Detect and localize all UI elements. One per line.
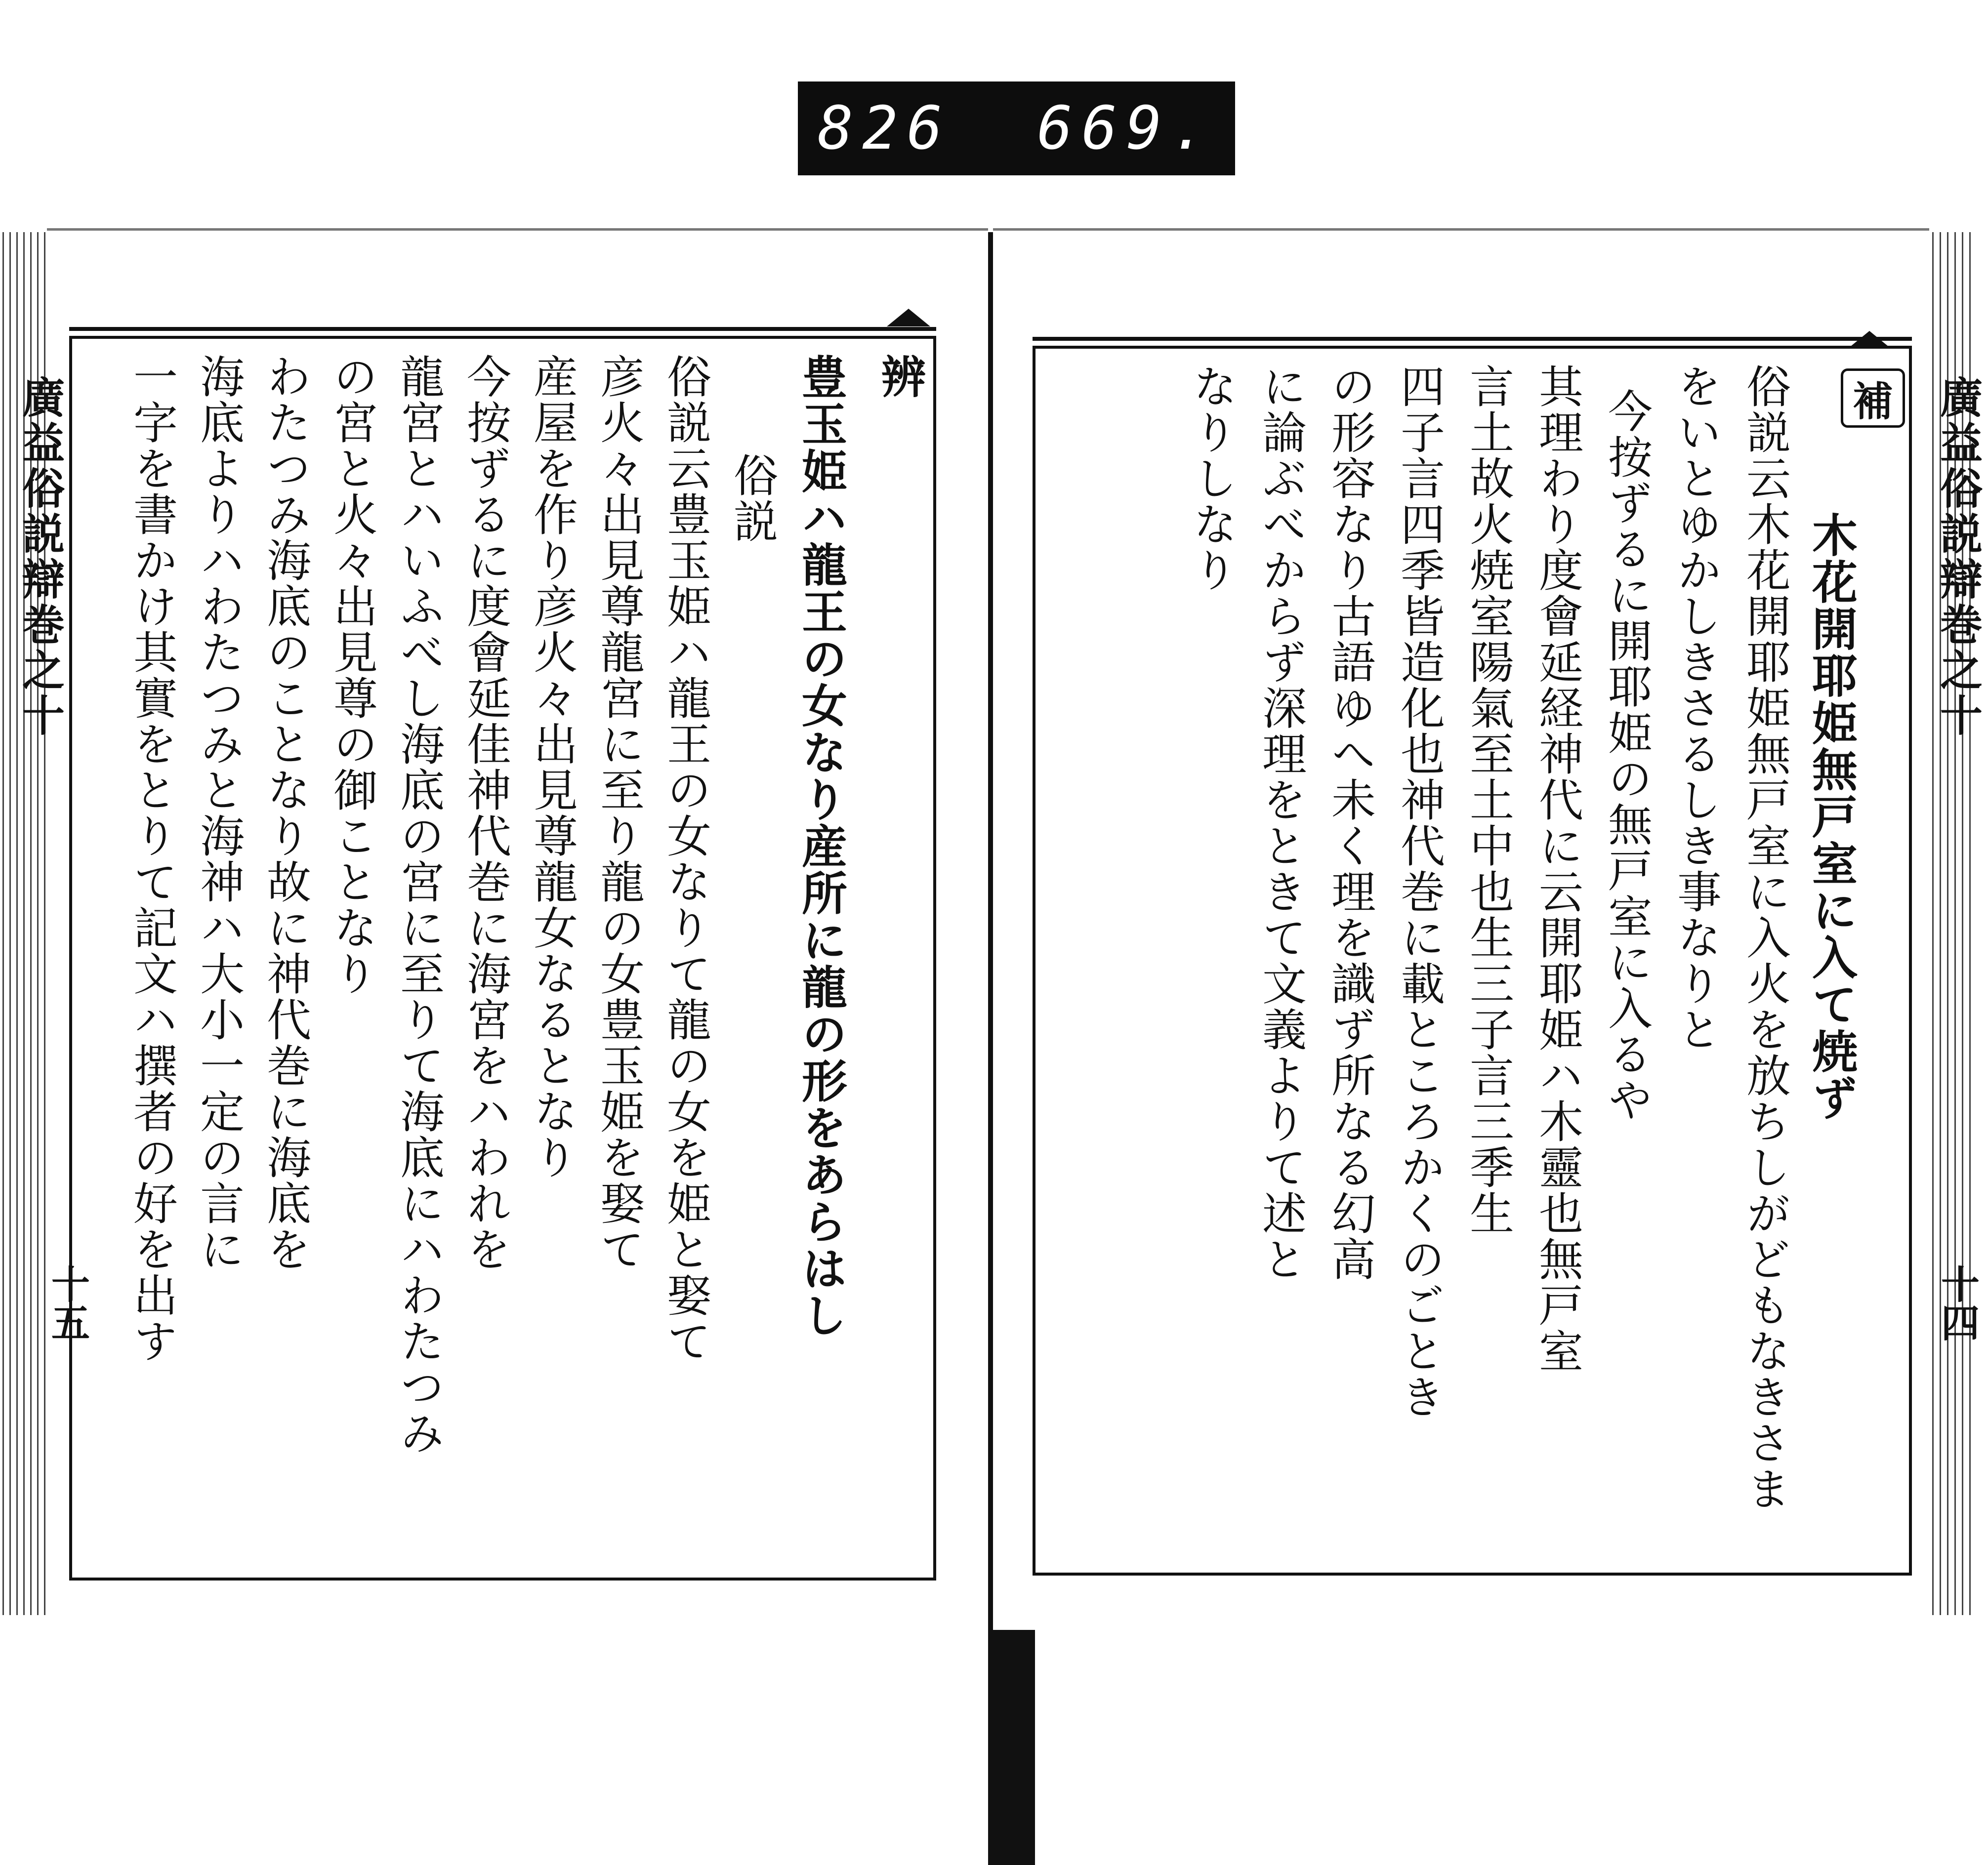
- left-page-column-10: 海底よりハわたつみと海神ハ大小一定の言に: [192, 354, 244, 1272]
- right-page-column-5: 其理わり度會延経神代に云開耶姫ハ木靈也無戸室: [1531, 364, 1583, 1374]
- left-margin-title: 廣益俗説辯巻之十: [15, 375, 65, 739]
- catalog-number-right: 669.: [1037, 94, 1215, 163]
- right-page-column-2: 俗説云木花開耶姫無戸室に入火を放ちしがどもなきさま: [1739, 364, 1790, 1512]
- right-page-column-4: 今按ずるに開耶姫の無戸室に入るや: [1600, 388, 1652, 1123]
- left-page-column-1: 豊玉姫ハ龍王の女なり産所に龍の形をあらはし: [794, 354, 848, 1339]
- left-page-column-3: 俗説云豊玉姫ハ龍王の女なりて龍の女を姫と娶て: [659, 354, 711, 1364]
- right-page-column-7: 四子言四季皆造化也神代巻に載ところかくのごとき: [1393, 364, 1445, 1420]
- right-page-column-1: 木花開耶姫無戸室に入て焼ず: [1805, 512, 1858, 1122]
- left-page-frame: [69, 336, 936, 1581]
- left-page-column-2: 俗説: [726, 452, 778, 544]
- left-page-column-5: 産屋を作り彦火々出見尊龍女なるとなり: [526, 354, 578, 1180]
- page-top-edge-left: [47, 228, 988, 231]
- spine-shadow: [988, 1630, 1035, 1865]
- right-page-column-8: の形容なり古語ゆへ未く理を識ず所なる幻高: [1324, 364, 1375, 1282]
- left-page-fishtail-mark: [887, 309, 930, 326]
- right-page-column-9: に論ぶべからず深理をときて文義よりて述と: [1254, 364, 1306, 1282]
- left-page-column-8: の宮と火々出見尊の御ことなり: [326, 354, 377, 997]
- right-folio: 十四: [1935, 1264, 1980, 1341]
- catalog-label: [798, 81, 1235, 175]
- left-page-column-11: 一字を書かけ其實をとりて記文ハ撰者の好を出す: [125, 354, 177, 1364]
- left-page-column-6: 今按ずるに度會延佳神代巻に海宮をハわれを: [459, 354, 511, 1272]
- right-page-column-6: 言土故火焼室陽氣至土中也生三子言三季生: [1462, 364, 1514, 1236]
- left-page-column-7: 龍宮とハいふべし海底の宮に至りて海底にハわたつみ: [392, 354, 444, 1456]
- right-margin-title: 廣益俗説辯巻之十: [1933, 375, 1983, 739]
- right-page-section-mark: 補: [1841, 368, 1905, 428]
- left-page-column-9: わたつみ海底のことなり故に神代巻に海底を: [259, 354, 311, 1272]
- left-folio: 十五: [45, 1264, 90, 1341]
- right-page-column-10: なりしなり: [1185, 364, 1237, 593]
- catalog-number-left: 826: [818, 94, 952, 163]
- left-page-column-4: 彦火々出見尊龍宮に至り龍の女豊玉姫を娶て: [592, 354, 644, 1272]
- left-page-section-mark: 辨: [873, 354, 926, 398]
- right-page-column-3: をいとゆかしきさるしき事なりと: [1669, 364, 1721, 1053]
- right-page-frame: [1033, 346, 1912, 1576]
- book-spine: [988, 232, 993, 1862]
- page-top-edge-right: [993, 228, 1929, 231]
